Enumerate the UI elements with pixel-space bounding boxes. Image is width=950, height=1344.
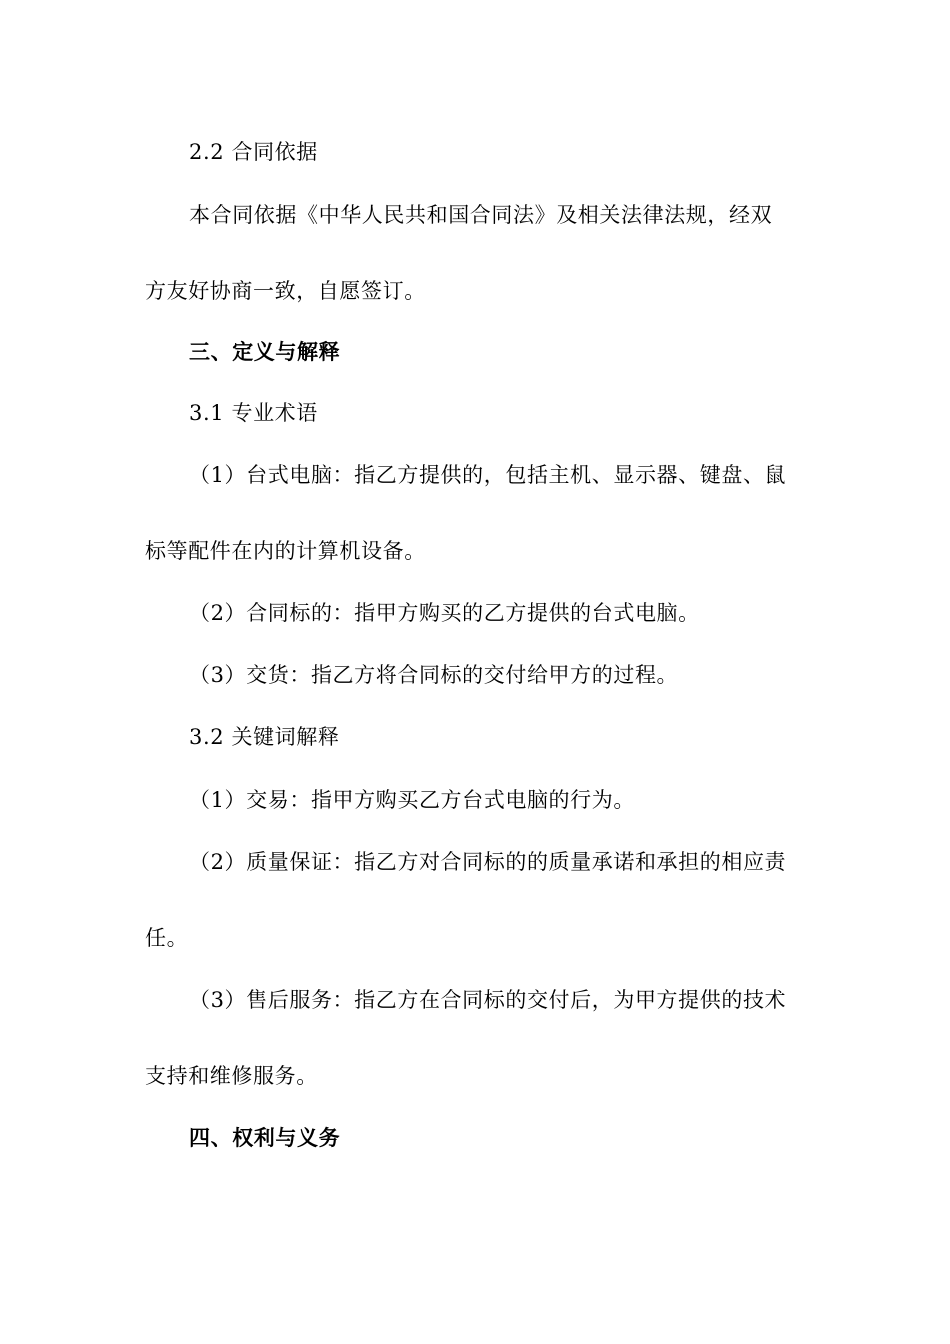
section-3-2-item-2-line-2: 任。: [145, 926, 189, 950]
section-3-2-item-1: （1）交易：指甲方购买乙方台式电脑的行为。: [189, 788, 635, 812]
section-2-2-heading: 2.2 合同依据: [189, 140, 318, 164]
section-4-heading: 四、权利与义务: [189, 1125, 341, 1150]
section-3-1-heading: 3.1 专业术语: [189, 401, 318, 425]
section-3-heading: 三、定义与解释: [189, 339, 341, 364]
section-3-2-item-3-line-1: （3）售后服务：指乙方在合同标的交付后，为甲方提供的技术: [189, 988, 787, 1012]
section-3-1-item-1-line-1: （1）台式电脑：指乙方提供的，包括主机、显示器、键盘、鼠: [189, 463, 787, 487]
section-3-2-item-2-line-1: （2）质量保证：指乙方对合同标的的质量承诺和承担的相应责: [189, 850, 787, 874]
section-2-2-paragraph-line-1: 本合同依据《中华人民共和国合同法》及相关法律法规，经双: [189, 203, 773, 227]
section-2-2-paragraph-line-2: 方友好协商一致，自愿签订。: [145, 279, 426, 303]
section-3-2-item-3-line-2: 支持和维修服务。: [145, 1064, 318, 1088]
section-3-1-item-2: （2）合同标的：指甲方购买的乙方提供的台式电脑。: [189, 601, 700, 625]
section-3-2-heading: 3.2 关键词解释: [189, 725, 340, 749]
section-3-1-item-3: （3）交货：指乙方将合同标的交付给甲方的过程。: [189, 663, 679, 687]
section-3-1-item-1-line-2: 标等配件在内的计算机设备。: [145, 539, 426, 563]
